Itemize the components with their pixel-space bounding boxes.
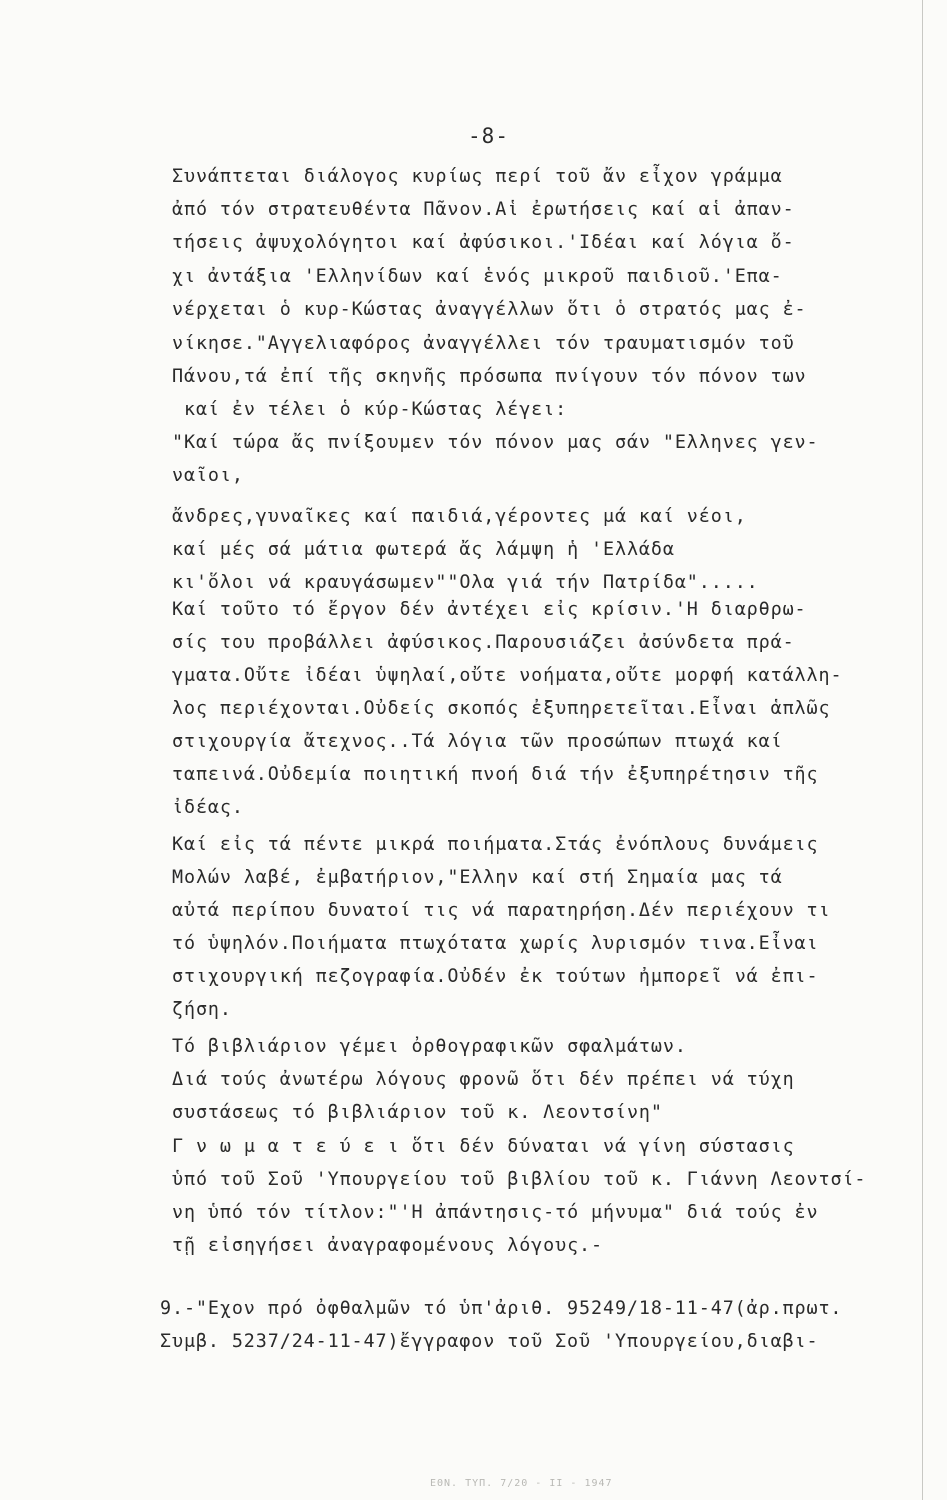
item-9-line: Συμβ. 5237/24-11-47)ἔγγραφον τοῦ Σοῦ 'Υπουργείου,διαβι-	[160, 1331, 819, 1352]
text-line: τό ὑψηλόν.Ποιήματα πτωχότατα χωρίς λυρισμόν τινα.Εἶναι	[172, 933, 819, 954]
text-line: Τό βιβλιάριον γέμει ὀρθογραφικῶν σφαλμάτων.	[172, 1036, 687, 1057]
text-line: τῇ εἰσηγήσει ἀναγραφομένους λόγους.-	[172, 1235, 603, 1256]
text-line: αὐτά περίπου δυνατοί τις νά παρατηρήση.Δέν περιέχουν τι	[172, 900, 831, 921]
text-line: νίκησε."Αγγελιαφόρος ἀναγγέλλει τόν τραυματισμόν τοῦ	[172, 333, 795, 354]
text-line: στιχουργία ἄτεχνος..Τά λόγια τῶν προσώπων πτωχά καί	[172, 731, 783, 752]
text-line: νέρχεται ὁ κυρ-Κώστας ἀναγγέλλων ὅτι ὁ στρατός μας ἐ-	[172, 299, 807, 320]
text-line: ταπεινά.Οὐδεμία ποιητική πνοή διά τήν ἐξυπηρέτησιν τῆς	[172, 764, 819, 785]
opinion-line: Γ ν ω μ α τ ε ύ ε ι ὅτι δέν δύναται νά γίνη σύστασις	[172, 1136, 795, 1157]
text-line: νη ὑπό τόν τίτλον:"'Η ἀπάντησις-τό μήνυμα" διά τούς ἐν	[172, 1202, 819, 1223]
text-line: Μολών λαβέ, ἐμβατήριον,"Ελλην καί στή Σημαία μας τά	[172, 867, 783, 888]
text-line: Καί εἰς τά πέντε μικρά ποιήματα.Στάς ἐνόπλους δυνάμεις	[172, 834, 819, 855]
text-line: ἰδέας.	[172, 797, 244, 818]
quote-line: κι'ὅλοι νά κραυγάσωμεν""Ολα γιά τήν Πατρίδα".....	[172, 572, 759, 593]
text-line: τήσεις ἀψυχολόγητοι καί ἀφύσικοι.'Ιδέαι καί λόγια ὄ-	[172, 232, 795, 253]
item-9-line: 9.-"Εχον πρό ὀφθαλμῶν τό ὑπ'ἀριθ. 95249/18-11-47(ἀρ.πρωτ.	[160, 1298, 843, 1319]
quote-line: ἄνδρες,γυναῖκες καί παιδιά,γέροντες μά καί νέοι,	[172, 506, 747, 527]
text-line: ἀπό τόν στρατευθέντα Πᾶνον.Αἱ ἐρωτήσεις καί αἱ ἀπαν-	[172, 199, 795, 220]
page-edge-line	[922, 0, 923, 1500]
text-line: στιχουργική πεζογραφία.Οὐδέν ἐκ τούτων ἠμπορεῖ νά ἐπι-	[172, 966, 819, 987]
quote-line: "Καί τώρα ἄς πνίξουμεν τόν πόνον μας σάν "Ελληνες γεν-	[172, 432, 819, 453]
footer-stamp: ΕΘΝ. ΤΥΠ. 7/20 - ΙΙ - 1947	[430, 1478, 613, 1489]
quote-line: ναῖοι,	[172, 465, 244, 486]
text-line: καί ἐν τέλει ὁ κύρ-Κώστας λέγει:	[172, 399, 568, 420]
text-line: συστάσεως τό βιβλιάριον τοῦ κ. Λεοντσίνη"	[172, 1102, 663, 1123]
text-line: Καί τοῦτο τό ἔργον δέν ἀντέχει εἰς κρίσιν.'Η διαρθρω-	[172, 599, 807, 620]
text-line: Διά τούς ἀνωτέρω λόγους φρονῶ ὅτι δέν πρέπει νά τύχη	[172, 1069, 795, 1090]
text-line: Συνάπτεται διάλογος κυρίως περί τοῦ ἄν εἶχον γράμμα	[172, 166, 783, 187]
text-line: γματα.Οὔτε ἰδέαι ὑψηλαί,οὔτε νοήματα,οὔτε μορφή κατάλλη-	[172, 665, 843, 686]
quote-line: καί μές σά μάτια φωτερά ἄς λάμψη ἡ 'Ελλάδα	[172, 539, 675, 560]
text-line: χι ἀντάξια 'Ελληνίδων καί ἑνός μικροῦ παιδιοῦ.'Επα-	[172, 266, 783, 287]
text-line: ζήση.	[172, 999, 232, 1020]
text-line: ὑπό τοῦ Σοῦ 'Υπουργείου τοῦ βιβλίου τοῦ κ. Γιάννη Λεοντσί-	[172, 1169, 867, 1190]
text-line: Πάνου,τά ἐπί τῆς σκηνῆς πρόσωπα πνίγουν τόν πόνον των	[172, 366, 807, 387]
page-number: -8-	[468, 124, 509, 148]
text-line: σίς του προβάλλει ἀφύσικος.Παρουσιάζει ἀσύνδετα πρά-	[172, 632, 795, 653]
text-line: λος περιέχονται.Οὐδείς σκοπός ἐξυπηρετεῖται.Εἶναι ἁπλῶς	[172, 698, 831, 719]
